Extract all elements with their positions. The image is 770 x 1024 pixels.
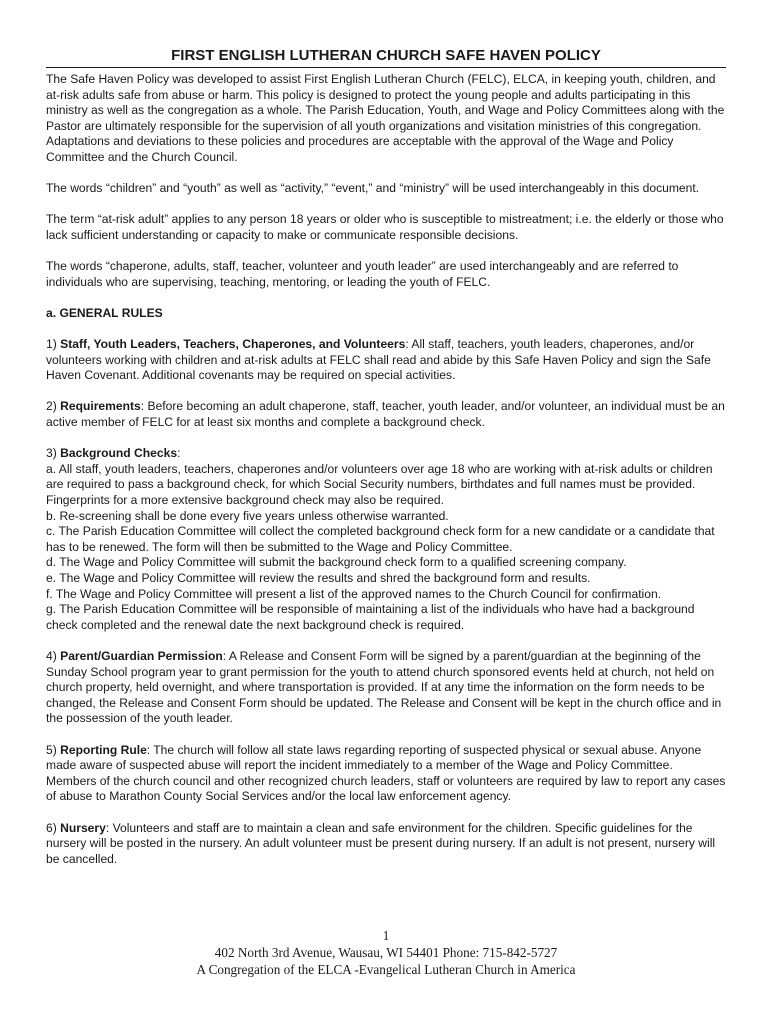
background-item-g: g. The Parish Education Committee will be responsible of maintaining a list of the individuals who have had a background check completed and the renewal date the next background check is required. [46,602,695,632]
rule-text: : The church will follow all state laws regarding reporting of suspected physical or sexual abuse. Anyone made aware of suspected abuse will report the incident immediately to a member of the Wage and Policy Committee. Members of the church council and other recognized church leaders, staff or volunteers are required by law to report any cases of abuse to Marathon County Social Services and/or the local law enforcement agency. [46,742,726,804]
rule-heading: Staff, Youth Leaders, Teachers, Chaperones, and Volunteers [60,337,406,352]
rule-number: 5) [46,742,61,757]
rule-number: 4) [46,648,61,663]
footer-congregation: A Congregation of the ELCA -Evangelical Lutheran Church in America [196,962,576,977]
rule-heading: Background Checks [60,446,178,461]
background-item-b: b. Re-screening shall be done every five years unless otherwise warranted. [46,508,449,523]
intro-paragraph-1: The Safe Haven Policy was developed to assist First English Lutheran Church (FELC), ELCA, in keeping youth, children, and at-risk adults safe from abuse or harm. This policy is designed to protect the young people and adults participating in this ministry as well as the congregation as a whole. The Parish Education, Youth, and Wage and Policy Committees along with the Pastor are ultimately responsible for the supervision of all youth organizations and visitation ministries of this congregation. Adaptations and deviations to these policies and procedures are acceptable with the approval of the Wage and Policy Committee and the Church Council. [46,72,725,164]
section-heading [46,306,726,322]
rule-2 [46,399,726,430]
intro-paragraph-3: The term “at-risk adult” applies to any person 18 years or older who is susceptible to mistreatment; i.e. the elderly or those who lack sufficient understanding or capacity to make or communicate responsible decisions. [46,212,724,242]
rule-number: 2) [46,399,61,414]
page-number: 1 [382,928,390,943]
rule-3 [46,446,726,462]
rule-number: 3) [46,446,61,461]
rule-text: : [177,446,181,461]
rule-heading: Parent/Guardian Permission [60,648,223,663]
rule-text: : A Release and Consent Form will be signed by a parent/guardian at the beginning of the Sunday School program year to grant permission for the youth to attend church sponsored events held at church, not held on church property, held overnight, and where transportation is provided. If at any time the information on the form needs to be changed, the Release and Consent Form should be updated. The Release and Consent will be kept in the church office and in the possession of the youth leader. [46,648,722,726]
background-item-e: e. The Wage and Policy Committee will review the results and shred the background form and results. [46,571,591,585]
background-item-c: c. The Parish Education Committee will collect the completed background check form for a new candidate or a candidate that has to be renewed. The form will then be submitted to the Wage and Policy Committee. [46,524,715,554]
rule-heading: Reporting Rule [60,742,147,757]
rule-heading: Nursery [60,820,106,835]
footer-address: 402 North 3rd Avenue, Wausau, WI 54401 Phone: 715-842-5727 [214,945,558,960]
section-heading-text: a. GENERAL RULES [46,305,163,320]
intro-paragraph-4: The words “chaperone, adults, staff, teacher, volunteer and youth leader” are used interchangeably and are referred to individuals who are supervising, teaching, mentoring, or leading the youth of FELC. [46,259,679,289]
background-item-a: a. All staff, youth leaders, teachers, chaperones and/or volunteers over age 18 who are working with at-risk adults or children are required to pass a background check, for which Social Security numbers, birthdates and full names must be provided. Fingerprints for a more extensive background check may also be required. [46,461,713,508]
rule-text: : Before becoming an adult chaperone, staff, teacher, youth leader, and/or volunteer, an individual must be an active member of FELC for at least six months and complete a background check. [46,399,725,430]
rule-4 [46,649,726,727]
rule-text: : All staff, teachers, youth leaders, chaperones, and/or volunteers working with children and at-risk adults at FELC shall read and abide by this Safe Haven Policy and sign the Safe Haven Covenant. Additional covenants may be required on special activities. [46,337,711,383]
rule-1 [46,337,726,384]
document-body [46,72,726,883]
page-title: FIRST ENGLISH LUTHERAN CHURCH SAFE HAVEN POLICY [171,47,601,64]
background-item-f: f. The Wage and Policy Committee will present a list of the approved names to the Church Council for confirmation. [46,586,662,601]
rule-number: 6) [46,820,61,835]
rule-6 [46,821,726,868]
rule-heading: Requirements [60,399,141,414]
title-underline [46,67,726,68]
rule-number: 1) [46,337,61,352]
rule-text: : Volunteers and staff are to maintain a clean and safe environment for the children. Specific guidelines for the nursery will be posted in the nursery. An adult volunteer must be present during nursery. If an adult is not present, nursery will be cancelled. [46,820,716,866]
background-item-d: d. The Wage and Policy Committee will submit the background check form to a qualified screening company. [46,555,627,570]
intro-paragraph-2: The words “children” and “youth” as well as “activity,” “event,” and “ministry” will be used interchangeably in this document. [46,181,700,196]
page-footer [46,927,726,978]
rule-5 [46,743,726,805]
